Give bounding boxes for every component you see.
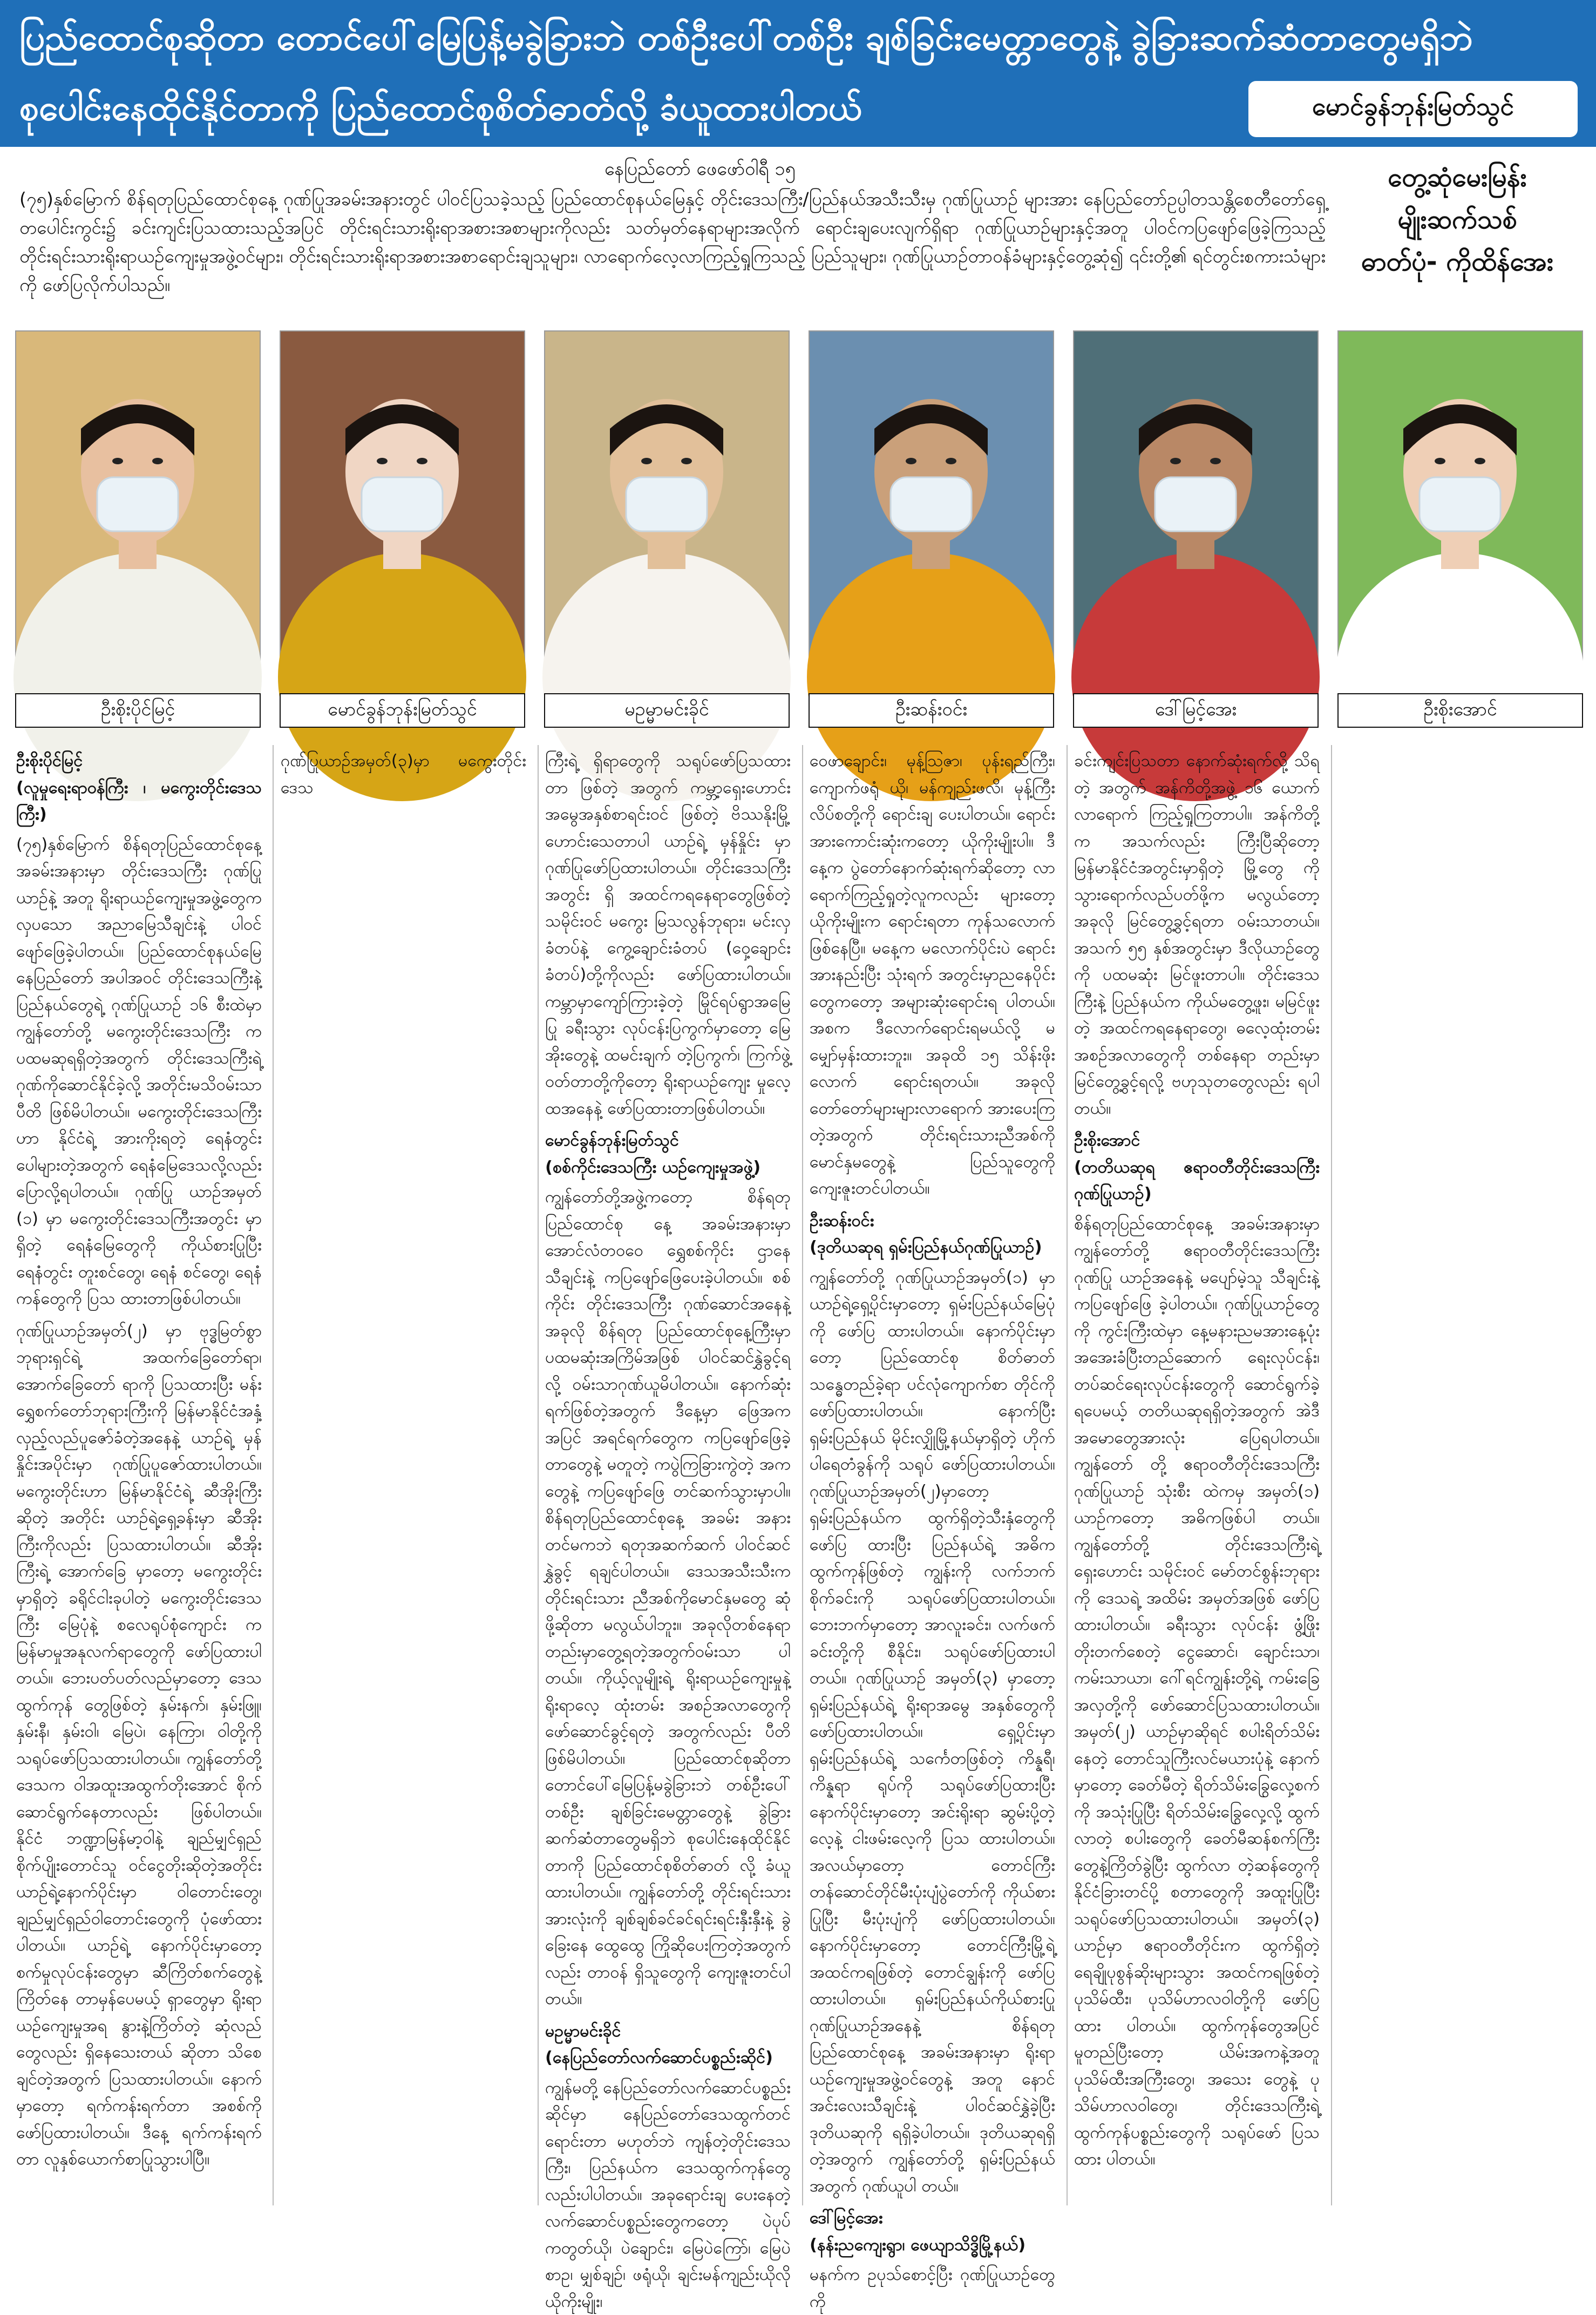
portrait-card — [544, 330, 790, 730]
column-divider — [1331, 745, 1332, 2205]
interviewee-name: ဒေါ်မြင့်အေး — [810, 2205, 1055, 2232]
column-divider — [1067, 745, 1068, 2205]
column-2 — [281, 748, 526, 2205]
eye-right — [152, 458, 163, 464]
portrait-card — [809, 330, 1054, 730]
portrait-card — [1073, 330, 1319, 730]
eye-right — [1210, 458, 1221, 464]
eye-left — [906, 458, 916, 464]
column-divider — [538, 745, 539, 2205]
interviewee-role: (စစ်ကိုင်းဒေသကြီး ယဉ်ကျေးမှုအဖွဲ့) — [545, 1154, 791, 1181]
eye-right — [1475, 458, 1485, 464]
intro-paragraph: (၇၅)နှစ်မြောက် စိန်ရတုပြည်ထောင်စုနေ့ ဂုဏ်ပြုအခမ်းအနားတွင် ပါဝင်ပြသခဲ့သည့် ပြည်ထောင်စုနယ်မြေနှင့် တိုင်းဒေသကြီး/ပြည်နယ်အသီးသီးမှ ဂုဏ်ပြုယာဉ် များအား နေပြည်တော်ဥပ္ပါတသန္တိစေတီတော်ရှေ့ တပေါင်းကွင်း၌ ခင်းကျင်းပြသထားသည့်အပြင် တိုင်းရင်းသားရိုးရာအစားအစာများကိုလည်း သတ်မှတ်နေရာများအလိုက် ရောင်းချပေးလျက်ရှိရာ ဂုဏ်ပြုယာဉ်များနှင့်အတူ ပါဝင်ကပြဖျော်ဖြေခဲ့ကြသည့် တိုင်းရင်းသားရိုးရာယဉ်ကျေးမှုအဖွဲ့ဝင်များ၊ တိုင်းရင်းသားရိုးရာအစားအစာရောင်းချသူများ၊ လာရောက်လေ့လာကြည့်ရှုကြသည့် ပြည်သူများ၊ ဂုဏ်ပြုယာဉ်တာဝန်ခံများနှင့်တွေ့ဆုံ၍ ၎င်းတို့၏ ရင်တွင်းစကားသံများကို ဖော်ပြလိုက်ပါသည်။ — [19, 185, 1326, 299]
reporter-credit — [1339, 157, 1576, 283]
face-mask — [97, 477, 178, 531]
eye-right — [417, 458, 427, 464]
interviewee-role: (ဒုတိယဆုရ ရှမ်းပြည်နယ်ဂုဏ်ပြုယာဉ်) — [810, 1234, 1055, 1261]
article-paragraph: ကျွန်မတို့ နေပြည်တော်လက်ဆောင်ပစ္စည်း ဆိုင်မှာ နေပြည်တော်ဒေသထွက်တင် ရောင်းတာ မဟုတ်ဘဲ ကျန်တဲ့တိုင်းဒေသကြီး၊ ပြည်နယ်က ဒေသထွက်ကုန်တွေလည်းပါပါတယ်။ အခုရောင်းချ ပေးနေတဲ့ လက်ဆောင်ပစ္စည်းတွေကတော့ ပဲပုပ် ကတွတ်ယို၊ ပဲချောင်း၊ မြေပဲကြော်၊ မြေပဲစာဥ၊ မျှစ်ချဉ်၊ ဖရုံယို၊ ချင်းမန်ကျည်းယိုလို ယိုကိုးမျိုး၊ — [545, 2075, 791, 2315]
interviewee-role: (နေပြည်တော်လက်ဆောင်ပစ္စည်းဆိုင်) — [545, 2045, 791, 2072]
article-paragraph: (၇၅)နှစ်မြောက် စိန်ရတုပြည်ထောင်စုနေ့ အခမ်းအနားမှာ တိုင်းဒေသကြီး ဂုဏ်ပြုယာဉ်နဲ့ အတူ ရိုးရာယဉ်ကျေးမှုအဖွဲ့တွေက လှပသော အညာမြေသီချင်းနဲ့ ပါဝင်ဖျော်ဖြေခဲ့ပါတယ်။ ပြည်ထောင်စုနယ်မြေ နေပြည်တော် အပါအဝင် တိုင်းဒေသကြီးနဲ့ ပြည်နယ်တွေရဲ့ ဂုဏ်ပြုယာဉ် ၁၆ စီးထဲမှာ ကျွန်တော်တို့ မကွေးတိုင်းဒေသကြီး က ပထမဆုရရှိတဲ့အတွက် တိုင်းဒေသကြီးရဲ့ ဂုဏ်ကိုဆောင်နိုင်ခဲ့လို့ အတိုင်းမသိဝမ်းသာပီတိ ဖြစ်မိပါတယ်။ မကွေးတိုင်းဒေသကြီးဟာ နိုင်ငံရဲ့ အားကိုးရတဲ့ ရေနံတွင်း ပေါများတဲ့အတွက် ရေနံမြေဒေသလို့လည်း ပြောလို့ရပါတယ်။ ဂုဏ်ပြု ယာဉ်အမှတ် (၁) မှာ မကွေးတိုင်းဒေသကြီးအတွင်း မှာရှိတဲ့ ရေနံမြေတွေကို ကိုယ်စားပြုပြီး ရေနံတွင်း တူးစင်တွေ၊ ရေနံ စင်တွေ၊ ရေနံကန်တွေကို ပြသ ထားတာဖြစ်ပါတယ်။ — [16, 831, 262, 1312]
interviewee-name: ဦးစိုးအောင် — [1074, 1127, 1320, 1154]
portrait-card — [280, 330, 525, 730]
portrait-caption: မောင်ခွန်ဘုန်းမြတ်သွင် — [280, 693, 525, 728]
article-paragraph: ဂုဏ်ပြုယာဉ်အမှတ်(၂) မှာ ဗုဒ္ဓမြတ်စွာ ဘုရားရှင်ရဲ့ အထက်ခြေတော်ရာ၊ အောက်ခြေတော် ရာကို ပြသထားပြီး မန်းရွှေစက်တော်ဘုရားကြီးကို မြန်မာနိုင်ငံအနှံ့ လှည့်လည်ပူဇော်ခံတဲ့အနေနဲ့ ယာဉ်ရဲ့ မှန်နှိုင်းအပိုင်းမှာ ဂုဏ်ပြုပူဇော်ထားပါတယ်။ မကွေးတိုင်းဟာ မြန်မာနိုင်ငံရဲ့ ဆီအိုးကြီးဆိုတဲ့ အတိုင်း ယာဉ်ရဲ့ရှေ့ခန်းမှာ ဆီအိုးကြီးကိုလည်း ပြသထားပါတယ်။ ဆီအိုးကြီးရဲ့ အောက်ခြေ မှာတော့ မကွေးတိုင်းမှာရှိတဲ့ ခရိုင်ငါးခုပါတဲ့ မကွေးတိုင်းဒေသကြီး မြေပုံနဲ့ စလေရုပ်စုံကျောင်း က မြန်မာမှုအနုလက်ရာတွေကို ဖော်ပြထားပါ တယ်။ ဘေးပတ်ပတ်လည်မှာတော့ ဒေသထွက်ကုန် တွေဖြစ်တဲ့ နှမ်းနက်၊ နှမ်းဖြူ၊ နှမ်းနီ၊ နှမ်းဝါ၊ မြေပဲ၊ နေကြာ၊ ဝါတို့ကို သရုပ်ဖော်ပြသထားပါတယ်။ ကျွန်တော်တို့ဒေသက ဝါအထူးအထွက်တိုးအောင် စိုက်ဆောင်ရွက်နေတာလည်း ဖြစ်ပါတယ်။ နိုင်ငံ ဘဏ္ဍာမြန်မာ့ဝါနဲ့ ချည်မျှင်ရှည် စိုက်ပျိုးတောင်သူ ဝင်ငွေတိုးဆိုတဲ့အတိုင်း ယာဉ်ရဲ့နောက်ပိုင်းမှာ ဝါတောင်းတွေ၊ ချည်မျှင်ရှည်ဝါတောင်းတွေကို ပုံဖော်ထားပါတယ်။ ယာဉ်ရဲ့ နောက်ပိုင်းမှာတော့ စက်မှုလုပ်ငန်းတွေမှာ ဆီကြိတ်စက်တွေနဲ့ကြိတ်နေ တာမှန်ပေမယ့် ရှာတွေမှာ ရိုးရာယဉ်ကျေးမှုအရ နွားနဲ့ကြိတ်တဲ့ ဆုံလည်တွေလည်း ရှိနေသေးတယ် ဆိုတာ သိစေချင်တဲ့အတွက် ပြသထားပါတယ်။ နောက်မှာတော့ ရက်ကန်းရက်တာ အစစ်ကို ဖော်ပြထားပါတယ်။ ဒီနေ့ ရက်ကန်းရက်တာ လူနှစ်ယောက်စာပြုသွားပါပြီ။ — [16, 1318, 262, 2173]
eye-left — [641, 458, 652, 464]
face-mask — [362, 477, 443, 531]
interviewee-role: (နန်းညကျေးရွာ၊ ဖေယျာသိဒ္ဓိမြို့နယ်) — [810, 2232, 1055, 2259]
interviewee-role: (လူမှုရေးရာဝန်ကြီး ၊ မကွေးတိုင်းဒေသကြီး) — [16, 775, 262, 828]
column-6 — [1339, 748, 1584, 2205]
eye-left — [377, 458, 388, 464]
column-4 — [810, 748, 1055, 2205]
portrait-caption: ဦးဆန်းဝင်း — [809, 693, 1054, 728]
face-mask — [1420, 477, 1500, 531]
column-1 — [16, 748, 262, 2205]
face-mask — [626, 477, 707, 531]
column-3 — [545, 748, 791, 2205]
byline-box: မောင်ခွန်ဘုန်းမြတ်သွင် — [1248, 81, 1578, 137]
article-paragraph: ဝေဖာချောင်း၊ မုန့်သြဇာ၊ ပုန်းရည်ကြီး၊ ကျောက်ဖရုံ ယို၊ မန်ကျည်းဖလိ၊ မုန့်ကြီးလိပ်စတို့ကို ရောင်းချ ပေးပါတယ်။ ရောင်းအားကောင်းဆုံးကတော့ ယိုကိုးမျိုးပါ။ ဒီနေ့က ပွဲတော်နောက်ဆုံးရက်ဆိုတော့ လာရောက်ကြည့်ရှုတဲ့လူကလည်း များတော့ ယိုကိုးမျိုးက ရောင်းရတာ ကုန်သလောက်ဖြစ်နေပြီ။ မနေ့က မလောက်ပိုင်းပဲ ရောင်းအားနည်းပြီး သုံးရက် အတွင်းမှာညနေပိုင်းတွေကတော့ အများဆုံးရောင်းရ ပါတယ်။ အစက ဒီလောက်ရောင်းရမယ်လို့ မမျှော်မှန်းထားဘူး။ အခုထိ ၁၅ သိန်းဖိုးလောက် ရောင်းရတယ်။ အခုလိုတော်တော်များများလာရောက် အားပေးကြတဲ့အတွက် တိုင်းရင်းသားညီအစ်ကို မောင်နှမတွေနဲ့ ပြည်သူတွေကို ကျေးဇူးတင်ပါတယ်။ — [810, 748, 1055, 1202]
column-divider — [273, 745, 274, 2205]
portrait-photo — [1337, 330, 1583, 687]
article-paragraph: မနက်က ဥပုသ်စောင့်ပြီး ဂုဏ်ပြုယာဉ်တွေကို — [810, 2262, 1055, 2315]
interviewee-name: မောင်ခွန်ဘုန်းမြတ်သွင် — [545, 1127, 791, 1154]
interviewee-role: (တတိယဆုရ ဧရာဝတီတိုင်းဒေသကြီး ဂုဏ်ပြုယာဉ်) — [1074, 1154, 1320, 1208]
eye-left — [1435, 458, 1445, 464]
headline-line-1: ပြည်ထောင်စုဆိုတာ တောင်ပေါ်မြေပြန့်မခွဲခြားဘဲ တစ်ဦးပေါ်တစ်ဦး ချစ်ခြင်းမေတ္တာတွေနဲ့ ခွဲခြားဆက်ဆံတာတွေမရှိဘဲ — [19, 14, 1473, 63]
portrait-photo — [544, 330, 790, 687]
eye-left — [1170, 458, 1181, 464]
portrait-photo — [15, 330, 261, 687]
column-5 — [1074, 748, 1320, 2205]
credit-line-3: ဓာတ်ပုံ- ကိုထိန်အေး — [1339, 241, 1576, 283]
article-paragraph: ကြီးရဲ့ ရှိရာတွေကို သရုပ်ဖော်ပြသထားတာ ဖြစ်တဲ့ အတွက် ကမ္ဘာ့ရှေးဟောင်းအမွေအနှစ်စာရင်းဝင် ဖြစ်တဲ့ ဗိဿနိုးမြို့ဟောင်းသေတာပါ ယာဉ်ရဲ့ မှန်နှိုင်း မှာ ဂုဏ်ပြုဖော်ပြထားပါတယ်။ တိုင်းဒေသကြီးအတွင်း ရှိ အထင်ကရနေရာတွေဖြစ်တဲ့ သမိုင်းဝင် မကွေး မြသလွန်ဘုရား၊ မင်းလှခံတပ်နဲ့ ကွေ့ချောင်းခံတပ် (ဝှေ့ချောင်းခံတပ်)တို့ကိုလည်း ဖော်ပြထားပါတယ်။ ကမ္ဘာမှာကျော်ကြားခဲ့တဲ့ မြိုင်ရပ်ရွာအမြေပြု ခရီးသွား လုပ်ငန်းပြကွက်မှာတော့ မြေအိုးတွေနဲ့ ထမင်းချက် တဲ့ပြကွက်၊ ကြက်ဖွဲ့ဝတ်တာတို့ကိုတော့ ရိုးရာယဉ်ကျေး မှုလေ့ထအနေနဲ့ ဖော်ပြထားတာဖြစ်ပါတယ်။ — [545, 748, 791, 1122]
article-paragraph: ခင်းကျင်းပြသတာ နောက်ဆုံးရက်လို့ သိရတဲ့ အတွက် အန်ကိတို့အဖွဲ့ ၁၆ ယောက် လာရောက် ကြည့်ရှုကြတာပါ။ အန်ကိတို့က အသက်လည်း ကြီးပြီဆိုတော့ မြန်မာနိုင်ငံအတွင်းမှာရှိတဲ့ မြို့တွေ ကို သွားရောက်လည်ပတ်ဖို့က မလွယ်တော့ အခုလို မြင်တွေ့ခွင့်ရတာ ဝမ်းသာတယ်။ အသက် ၅၅ နှစ်အတွင်းမှာ ဒီလိုယာဉ်တွေကို ပထမဆုံး မြင်ဖူးတာပါ။ တိုင်းဒေသကြီးနဲ့ ပြည်နယ်က ကိုယ်မတွေ့ဖူး၊ မမြင်ဖူးတဲ့ အထင်ကရနေရာတွေ၊ ဓလေ့ထုံးတမ်းအစဉ်အလာတွေကို တစ်နေရာ တည်းမှာ မြင်တွေ့ခွင့်ရလို့ ဗဟုသုတတွေလည်း ရပါတယ်။ — [1074, 748, 1320, 1122]
credit-line-1: တွေ့ဆုံမေးမြန်း — [1339, 157, 1576, 199]
portrait-caption: ဦးစိုးအောင် — [1337, 693, 1583, 728]
portrait-caption: ဦးစိုးပိုင်မြင့် — [15, 693, 261, 728]
photo-strip — [15, 330, 1580, 730]
dateline: နေပြည်တော် ဖေဖော်ဝါရီ ၁၅ — [605, 157, 796, 184]
portrait-photo — [280, 330, 525, 687]
portrait-caption: မဥမ္မာမင်းခိုင် — [544, 693, 790, 728]
portrait-card — [15, 330, 261, 730]
portrait-photo — [1073, 330, 1319, 687]
article-paragraph: စိန်ရတုပြည်ထောင်စုနေ့ အခမ်းအနားမှာ ကျွန်တော်တို့ ဧရာဝတီတိုင်းဒေသကြီး ဂုဏ်ပြု ယာဉ်အနေနဲ့ မပျော်မဲ့သူ သီချင်းနဲ့ ကပြဖျော်ဖြေ ခဲ့ပါတယ်။ ဂုဏ်ပြုယာဉ်တွေကို ကွင်းကြီးထဲမှာ နေ့မနားညမအားနေ့ပုံးအအေးခံပြီးတည်ဆောက် ရေးလုပ်ငန်း၊ တပ်ဆင်ရေးလုပ်ငန်းတွေကို ဆောင်ရွက်ခဲ့ရပေမယ့် တတိယဆုရရှိတဲ့အတွက် အဲဒီအမောတွေအားလုံး ပြေရပါတယ်။ ကျွန်တော် တို့ ဧရာဝတီတိုင်းဒေသကြီး ဂုဏ်ပြုယာဉ် သုံးစီး ထဲကမှ အမှတ်(၁) ယာဉ်ကတော့ အဓိကဖြစ်ပါ တယ်။ ကျွန်တော်တို့ တိုင်းဒေသကြီးရဲ့ ရှေးဟောင်း သမိုင်းဝင် မော်တင်စွန်းဘုရားကို ဒေသရဲ့ အထိမ်း အမှတ်အဖြစ် ဖော်ပြထားပါတယ်။ ခရီးသွား လုပ်ငန်း ဖွံ့ဖြိုးတိုးတက်စေတဲ့ ငွေဆောင်၊ ချောင်းသာ၊ ကမ်းသာယာ၊ ဂေါ်ရင်ကျွန်းတို့ရဲ့ ကမ်းခြေအလှတို့ကို ဖော်ဆောင်ပြသထားပါတယ်။ အမှတ်(၂) ယာဉ်မှာဆိုရင် စပါးရိတ်သိမ်းနေတဲ့ တောင်သူကြီးလင်မယားပုံနဲ့ နောက်မှာတော့ ခေတ်မီတဲ့ ရိတ်သိမ်းခြွေလှေ့စက်ကို အသုံးပြုပြီး ရိတ်သိမ်းခြွေလှေ့လို့ ထွက်လာတဲ့ စပါးတွေကို ခေတ်မီဆန်စက်ကြီးတွေနဲ့ကြိတ်ခွဲပြီး ထွက်လာ တဲ့ဆန်တွေကို နိုင်ငံခြားတင်ပို့ စတာတွေကို အထူးပြုပြီး သရုပ်ဖော်ပြသထားပါတယ်။ အမှတ်(၃) ယာဉ်မှာ ဧရာဝတီတိုင်းက ထွက်ရှိတဲ့ ရေချိုပုစွန်ဆိုးများသွား အထင်ကရဖြစ်တဲ့ ပုသိမ်ထီး၊ ပုသိမ်ဟာလဝါတို့ကို ဖော်ပြထား ပါတယ်။ ထွက်ကုန်တွေအပြင် မူတည်ပြီးတော့ ယိမ်းအကနဲ့အတူ ပုသိမ်ထီးအကြီးတွေ၊ အသေး တွေနဲ့ ပုသိမ်ဟာလဝါတွေ၊ တိုင်းဒေသကြီးရဲ့ ထွက်ကုန်ပစ္စည်းတွေကို သရုပ်ဖော် ပြသထား ပါတယ်။ — [1074, 1211, 1320, 2173]
article-paragraph: ကျွန်တော်တို့ ဂုဏ်ပြုယာဉ်အမှတ်(၁) မှာ ယာဉ်ရဲ့ရှေ့ပိုင်းမှာတော့ ရှမ်းပြည်နယ်မြေပုံကို ဖော်ပြ ထားပါတယ်။ နောက်ပိုင်းမှာတော့ ပြည်ထောင်စု စိတ်ဓာတ် သန္ဓေတည်ခဲ့ရာ ပင်လုံကျောက်စာ တိုင်ကို ဖော်ပြထားပါတယ်။ နောက်ပြီး ရှမ်းပြည်နယ် မိုင်းလျှိုမြို့နယ်မှာရှိတဲ့ ဟိုက်ပါရေတံခွန်ကို သရုပ် ဖော်ပြထားပါတယ်။ ဂုဏ်ပြုယာဉ်အမှတ်(၂)မှာတော့ ရှမ်းပြည်နယ်က ထွက်ရှိတဲ့သီးနှံတွေကို ဖော်ပြ ထားပြီး ပြည်နယ်ရဲ့ အဓိကထွက်ကုန်ဖြစ်တဲ့ ကျွန်းကို လက်ဘက်စိုက်ခင်းကို သရုပ်ဖော်ပြထားပါတယ်။ ဘေးဘက်မှာတော့ အာလူးခင်း၊ လက်ဖက်ခင်းတို့ကို စီနိုင်း၊ သရုပ်ဖော်ပြထားပါတယ်။ ဂုဏ်ပြုယာဉ် အမှတ်(၃) မှာတော့ ရှမ်းပြည်နယ်ရဲ့ ရိုးရာအမွေ အနှစ်တွေကို ဖော်ပြထားပါတယ်။ ရှေ့ပိုင်းမှာ ရှမ်းပြည်နယ်ရဲ့ သင်္ကေတဖြစ်တဲ့ ကိန္နရီ၊ ကိန္နရာ ရုပ်ကို သရုပ်ဖော်ပြထားပြီး နောက်ပိုင်းမှာတော့ အင်းရိုးရာ ဆွမ်းပို့တဲ့လေ့နဲ့ ငါးဖမ်းလေ့ကို ပြသ ထားပါတယ်။ အလယ်မှာတော့ တောင်ကြီး တန်ဆောင်တိုင်မီးပုံးပျံပွဲတော်ကို ကိုယ်စားပြုပြီး မီးပုံးပျံကို ဖော်ပြထားပါတယ်။ နောက်ပိုင်းမှာတော့ တောင်ကြီးမြို့ရဲ့ အထင်ကရဖြစ်တဲ့ တောင်ချွန်းကို ဖော်ပြထားပါတယ်။ ရှမ်းပြည်နယ်ကိုယ်စားပြု ဂုဏ်ပြုယာဉ်အနေနဲ့ စိန်ရတုပြည်ထောင်စုနေ့ အခမ်းအနားမှာ ရိုးရာယဉ်ကျေးမှုအဖွဲ့ဝင်တွေနဲ့ အတူ နောင်အင်းလေးသီချင်းနဲ့ ပါဝင်ဆင်နွှဲခဲ့ပြီး ဒုတိယဆုကို ရရှိခဲ့ပါတယ်။ ဒုတိယဆုရရှိတဲ့အတွက် ကျွန်တော်တို့ ရှမ်းပြည်နယ်အတွက် ဂုဏ်ယူပါ တယ်။ — [810, 1264, 1055, 2200]
eye-left — [112, 458, 123, 464]
portrait-caption: ဒေါ်မြင့်အေး — [1073, 693, 1319, 728]
interviewee-name: ဦးစိုးပိုင်မြင့် — [16, 748, 262, 775]
headline-line-2: စုပေါင်းနေထိုင်နိုင်တာကို ပြည်ထောင်စုစိတ်ဓာတ်လို့ ခံယူထားပါတယ် — [19, 84, 862, 133]
interviewee-name: ဦးဆန်းဝင်း — [810, 1208, 1055, 1235]
portrait-card — [1337, 330, 1583, 730]
interviewee-name: မဥမ္မာမင်းခိုင် — [545, 2018, 791, 2045]
headline-banner — [0, 0, 1596, 147]
article-paragraph: ကျွန်တော်တို့အဖွဲ့ကတော့ စိန်ရတုပြည်ထောင်စု နေ့ အခမ်းအနားမှာ အောင်လံတဝဝေ ရွှေစစ်ကိုင်း ဌာနေ သီချင်းနဲ့ ကပြဖျော်ဖြေပေးခဲ့ပါတယ်။ စစ်ကိုင်း တိုင်းဒေသကြီး ဂုဏ်ဆောင်အနေနဲ့ အခုလို စိန်ရတု ပြည်ထောင်စုနေ့ကြီးမှာ ပထမဆုံးအကြိမ်အဖြစ် ပါဝင်ဆင်နွှဲခွင့်ရလို့ ဝမ်းသာဂုဏ်ယူမိပါတယ်။ နောက်ဆုံးရက်ဖြစ်တဲ့အတွက် ဒီနေ့မှာ ဖြေအက အပြင် အရင်ရက်တွေက ကပြဖျော်ဖြေခဲ့တာတွေနဲ့ မတူတဲ့ ကပွဲကြခြားကွဲတဲ့ အကတွေနဲ့ ကပြဖျော်ဖြေ တင်ဆက်သွားမှာပါ။ စိန်ရတုပြည်ထောင်စုနေ့ အခမ်း အနားတင်မကဘဲ ရတုအဆက်ဆက် ပါဝင်ဆင်နွှဲခွင့် ရချင်ပါတယ်။ ဒေသအသီးသီးက တိုင်းရင်းသား ညီအစ်ကိုမောင်နှမတွေ ဆုံဖို့ဆိုတာ မလွယ်ပါဘူး။ အခုလိုတစ်နေရာတည်းမှာတွေ့ရတဲ့အတွက်ဝမ်းသာ ပါတယ်။ ကိုယ့်လူမျိုးရဲ့ ရိုးရာယဉ်ကျေးမှုနဲ့ရိုးရာလေ့ ထုံးတမ်း အစဉ်အလာတွေကို ဖော်ဆောင်ခွင့်ရတဲ့ အတွက်လည်း ပီတိဖြစ်မိပါတယ်။ ပြည်ထောင်စုဆိုတာ တောင်ပေါ်မြေပြန့်မခွဲခြားဘဲ တစ်ဦးပေါ်တစ်ဦး ချစ်ခြင်းမေတ္တာတွေနဲ့ ခွဲခြားဆက်ဆံတာတွေမရှိဘဲ စုပေါင်းနေထိုင်နိုင်တာကို ပြည်ထောင်စုစိတ်ဓာတ် လို့ ခံယူထားပါတယ်။ ကျွန်တော်တို့ တိုင်းရင်းသား အားလုံးကို ချစ်ချစ်ခင်ခင်ရင်းရင်းနှီးနှီးနဲ့ ခွဲခြေးနေ ထွေထွေ ကြိုဆိုပေးကြတဲ့အတွက်လည်း တာဝန် ရှိသူတွေကို ကျေးဇူးတင်ပါတယ်။ — [545, 1184, 791, 2013]
eye-right — [681, 458, 692, 464]
eye-right — [946, 458, 956, 464]
portrait-photo — [809, 330, 1054, 687]
column-divider — [802, 745, 803, 2205]
face-mask — [891, 477, 972, 531]
face-mask — [1155, 477, 1236, 531]
article-paragraph: ဂုဏ်ပြုယာဉ်အမှတ်(၃)မှာ မကွေးတိုင်းဒေသ — [281, 748, 526, 801]
credit-line-2: မျိုးဆက်သစ် — [1339, 199, 1576, 241]
